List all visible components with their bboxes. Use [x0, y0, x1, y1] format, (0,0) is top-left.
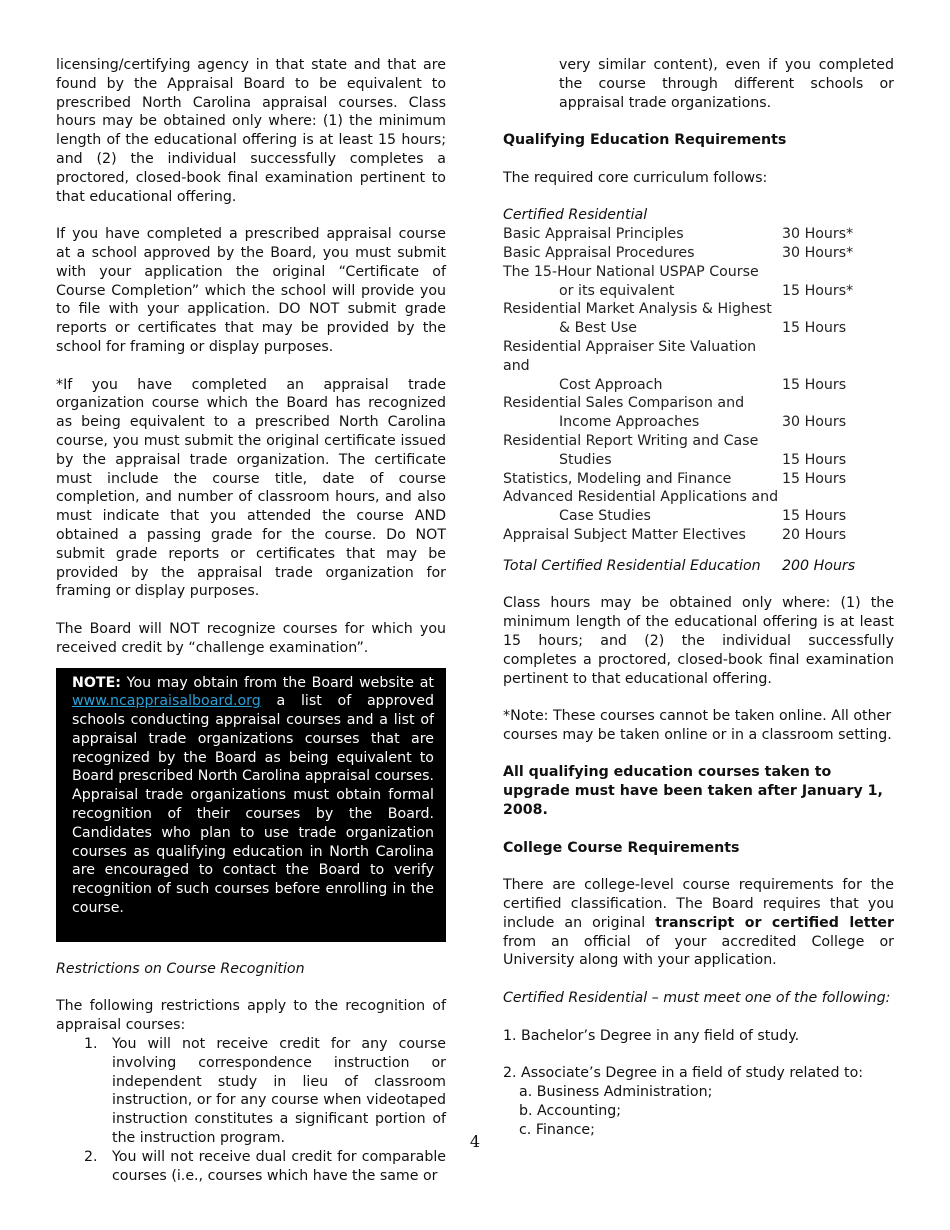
- course-name-line1: Residential Report Writing and Case: [503, 432, 759, 449]
- note-box: [56, 668, 446, 942]
- course-name-line1: Residential Appraiser Site Valuation and: [503, 338, 757, 374]
- course-name: [503, 432, 782, 470]
- course-name-line2: & Best Use: [559, 320, 638, 337]
- college-course-heading: College Course Requirements: [503, 839, 740, 856]
- course-name-line2: Studies: [559, 451, 612, 468]
- restriction-item: [56, 1035, 446, 1148]
- course-name-line1: Appraisal Subject Matter Electives: [503, 526, 746, 543]
- paragraph-equivalency: licensing/certifying agency in that state and that are found by the Appraisal Board to be equivalent to prescribed North Carolina appraisal courses. Class hours may be obtained only where: (1) the minimum length of the educational offering is at least 15 hours; and (2) the individual successfully completes a proctored, closed-book final examination pertinent to that educational offering.: [56, 57, 446, 205]
- college-text-pre: There are college-level course requirements for the certified classification. The Board requires that you include an original: [503, 877, 894, 931]
- board-website-link[interactable]: www.ncappraisalboard.org: [72, 693, 261, 710]
- course-row: [503, 470, 894, 489]
- course-name-line2: Case Studies: [559, 508, 651, 525]
- course-hours: 15 Hours: [782, 508, 847, 525]
- course-hours: 15 Hours: [782, 451, 847, 468]
- college-text-post: from an official of your accredited College or University along with your application.: [503, 933, 894, 969]
- paragraph-challenge-exam: The Board will NOT recognize courses for which you received credit by “challenge examination”.: [56, 620, 446, 656]
- course-name-line1: Statistics, Modeling and Finance: [503, 470, 732, 487]
- course-row: [503, 394, 894, 432]
- course-hours: 30 Hours*: [782, 244, 854, 261]
- total-label: Total Certified Residential Education: [503, 557, 761, 574]
- left-column: [56, 56, 446, 1185]
- restrictions-heading: Restrictions on Course Recognition: [56, 960, 305, 977]
- class-hours-paragraph: Class hours may be obtained only where: (1) the minimum length of the educational offering is at least 15 hours; and (2) the individual successfully completes a proctored, closed-book final examination pertinent to that educational offering.: [503, 595, 894, 687]
- course-name-line1: Advanced Residential Applications and: [503, 489, 779, 506]
- note-label: NOTE:: [72, 674, 121, 691]
- course-name: [503, 244, 782, 263]
- restrictions-intro: The following restrictions apply to the recognition of appraisal courses:: [56, 998, 446, 1034]
- upgrade-note: All qualifying education courses taken to upgrade must have been taken after January 1, 2008.: [503, 764, 883, 819]
- course-hours: 15 Hours*: [782, 282, 854, 299]
- total-row: [503, 557, 894, 576]
- course-row: [503, 300, 894, 338]
- course-name: [503, 225, 782, 244]
- restriction-item: [56, 1148, 446, 1186]
- course-name: [503, 338, 782, 394]
- certified-must-meet: Certified Residential – must meet one of the following:: [503, 990, 891, 1007]
- course-hours: 15 Hours: [782, 470, 847, 487]
- course-row: [503, 526, 894, 545]
- restriction-number: 2.: [84, 1148, 98, 1165]
- sub-item: b. Accounting;: [519, 1102, 622, 1119]
- qualifying-education-heading: Qualifying Education Requirements: [503, 132, 787, 149]
- course-row: [503, 225, 894, 244]
- course-name: [503, 526, 782, 545]
- course-hours: 15 Hours: [782, 376, 847, 393]
- sub-item: a. Business Administration;: [519, 1084, 713, 1101]
- restrictions-list: [56, 1035, 446, 1185]
- core-curriculum-intro: The required core curriculum follows:: [503, 169, 768, 186]
- course-hours: 30 Hours*: [782, 226, 854, 243]
- course-name-line2: Cost Approach: [559, 376, 663, 393]
- degree-option-1: 1. Bachelor’s Degree in any field of study.: [503, 1027, 800, 1044]
- course-name: [503, 300, 782, 338]
- certified-residential-heading: Certified Residential: [503, 207, 648, 224]
- course-row: [503, 338, 894, 394]
- online-note: *Note: These courses cannot be taken online. All other courses may be taken online or in a classroom setting.: [503, 708, 892, 743]
- restriction-text: You will not receive credit for any course involving correspondence instruction or independent study in lieu of classroom instruction, or for any course when videotaped instruction constitutes a significant portion of the instruction program.: [112, 1036, 446, 1147]
- note-text-pre: You may obtain from the Board website at: [120, 674, 434, 691]
- course-name-line1: Residential Market Analysis & Highest: [503, 301, 772, 318]
- course-name: [503, 488, 782, 526]
- degree-option-2-sublist: [503, 1083, 894, 1139]
- sub-item: c. Finance;: [519, 1121, 595, 1138]
- course-name-line1: The 15-Hour National USPAP Course: [503, 263, 759, 280]
- course-hours: 15 Hours: [782, 320, 847, 337]
- course-name: [503, 263, 782, 301]
- course-name: [503, 470, 782, 489]
- note-text-post: a list of approved schools conducting appraisal courses and a list of appraisal trade organizations courses that are recognized by the Board as being equivalent to Board prescribed North Carolina appraisal courses. Appraisal trade organizations must obtain formal recognition of their courses by the Board. Candidates who plan to use trade organization courses as qualifying education in North Carolina are encouraged to contact the Board to verify recognition of such courses before enrolling in the course.: [72, 693, 434, 917]
- course-name-line1: Residential Sales Comparison and: [503, 395, 745, 412]
- course-name-line1: Basic Appraisal Procedures: [503, 244, 695, 261]
- course-row: [503, 263, 894, 301]
- course-hours: 30 Hours: [782, 414, 847, 431]
- page-number: 4: [469, 1132, 481, 1151]
- paragraph-certificate-completion: If you have completed a prescribed appraisal course at a school approved by the Board, you must submit with your application the original “Certificate of Course Completion” which the school will provide you to file with your application. DO NOT submit grade reports or certificates that may be provided by the school for framing or display purposes.: [56, 226, 446, 355]
- course-table: [503, 225, 894, 545]
- course-row: [503, 244, 894, 263]
- course-name-line2: Income Approaches: [559, 414, 700, 431]
- course-name-line2: or its equivalent: [559, 282, 675, 299]
- total-hours: 200 Hours: [782, 557, 856, 574]
- course-hours: 20 Hours: [782, 526, 847, 543]
- course-name: [503, 394, 782, 432]
- course-row: [503, 432, 894, 470]
- course-name-line1: Basic Appraisal Principles: [503, 226, 684, 243]
- restriction-continuation: very similar content), even if you completed the course through different schools or appraisal trade organizations.: [559, 57, 894, 111]
- restriction-number: 1.: [84, 1036, 98, 1053]
- course-row: [503, 488, 894, 526]
- paragraph-trade-organization: *If you have completed an appraisal trade organization course which the Board has recognized as being equivalent to a prescribed North Carolina course, you must submit the original certificate issued by the appraisal trade organization. The certificate must include the course title, date of course completion, and number of classroom hours, and also must indicate that you attended the course AND obtained a passing grade for the course. Do NOT submit grade reports or certificates that may be provided by the appraisal trade organization for framing or display purposes.: [56, 376, 446, 600]
- degree-option-2: 2. Associate’s Degree in a field of study related to:: [503, 1065, 864, 1082]
- college-text-bold: transcript or certified letter: [655, 914, 894, 931]
- right-column: [503, 56, 894, 1139]
- restriction-text: You will not receive dual credit for comparable courses (i.e., courses which have the same or: [112, 1148, 446, 1184]
- college-paragraph: [503, 876, 894, 970]
